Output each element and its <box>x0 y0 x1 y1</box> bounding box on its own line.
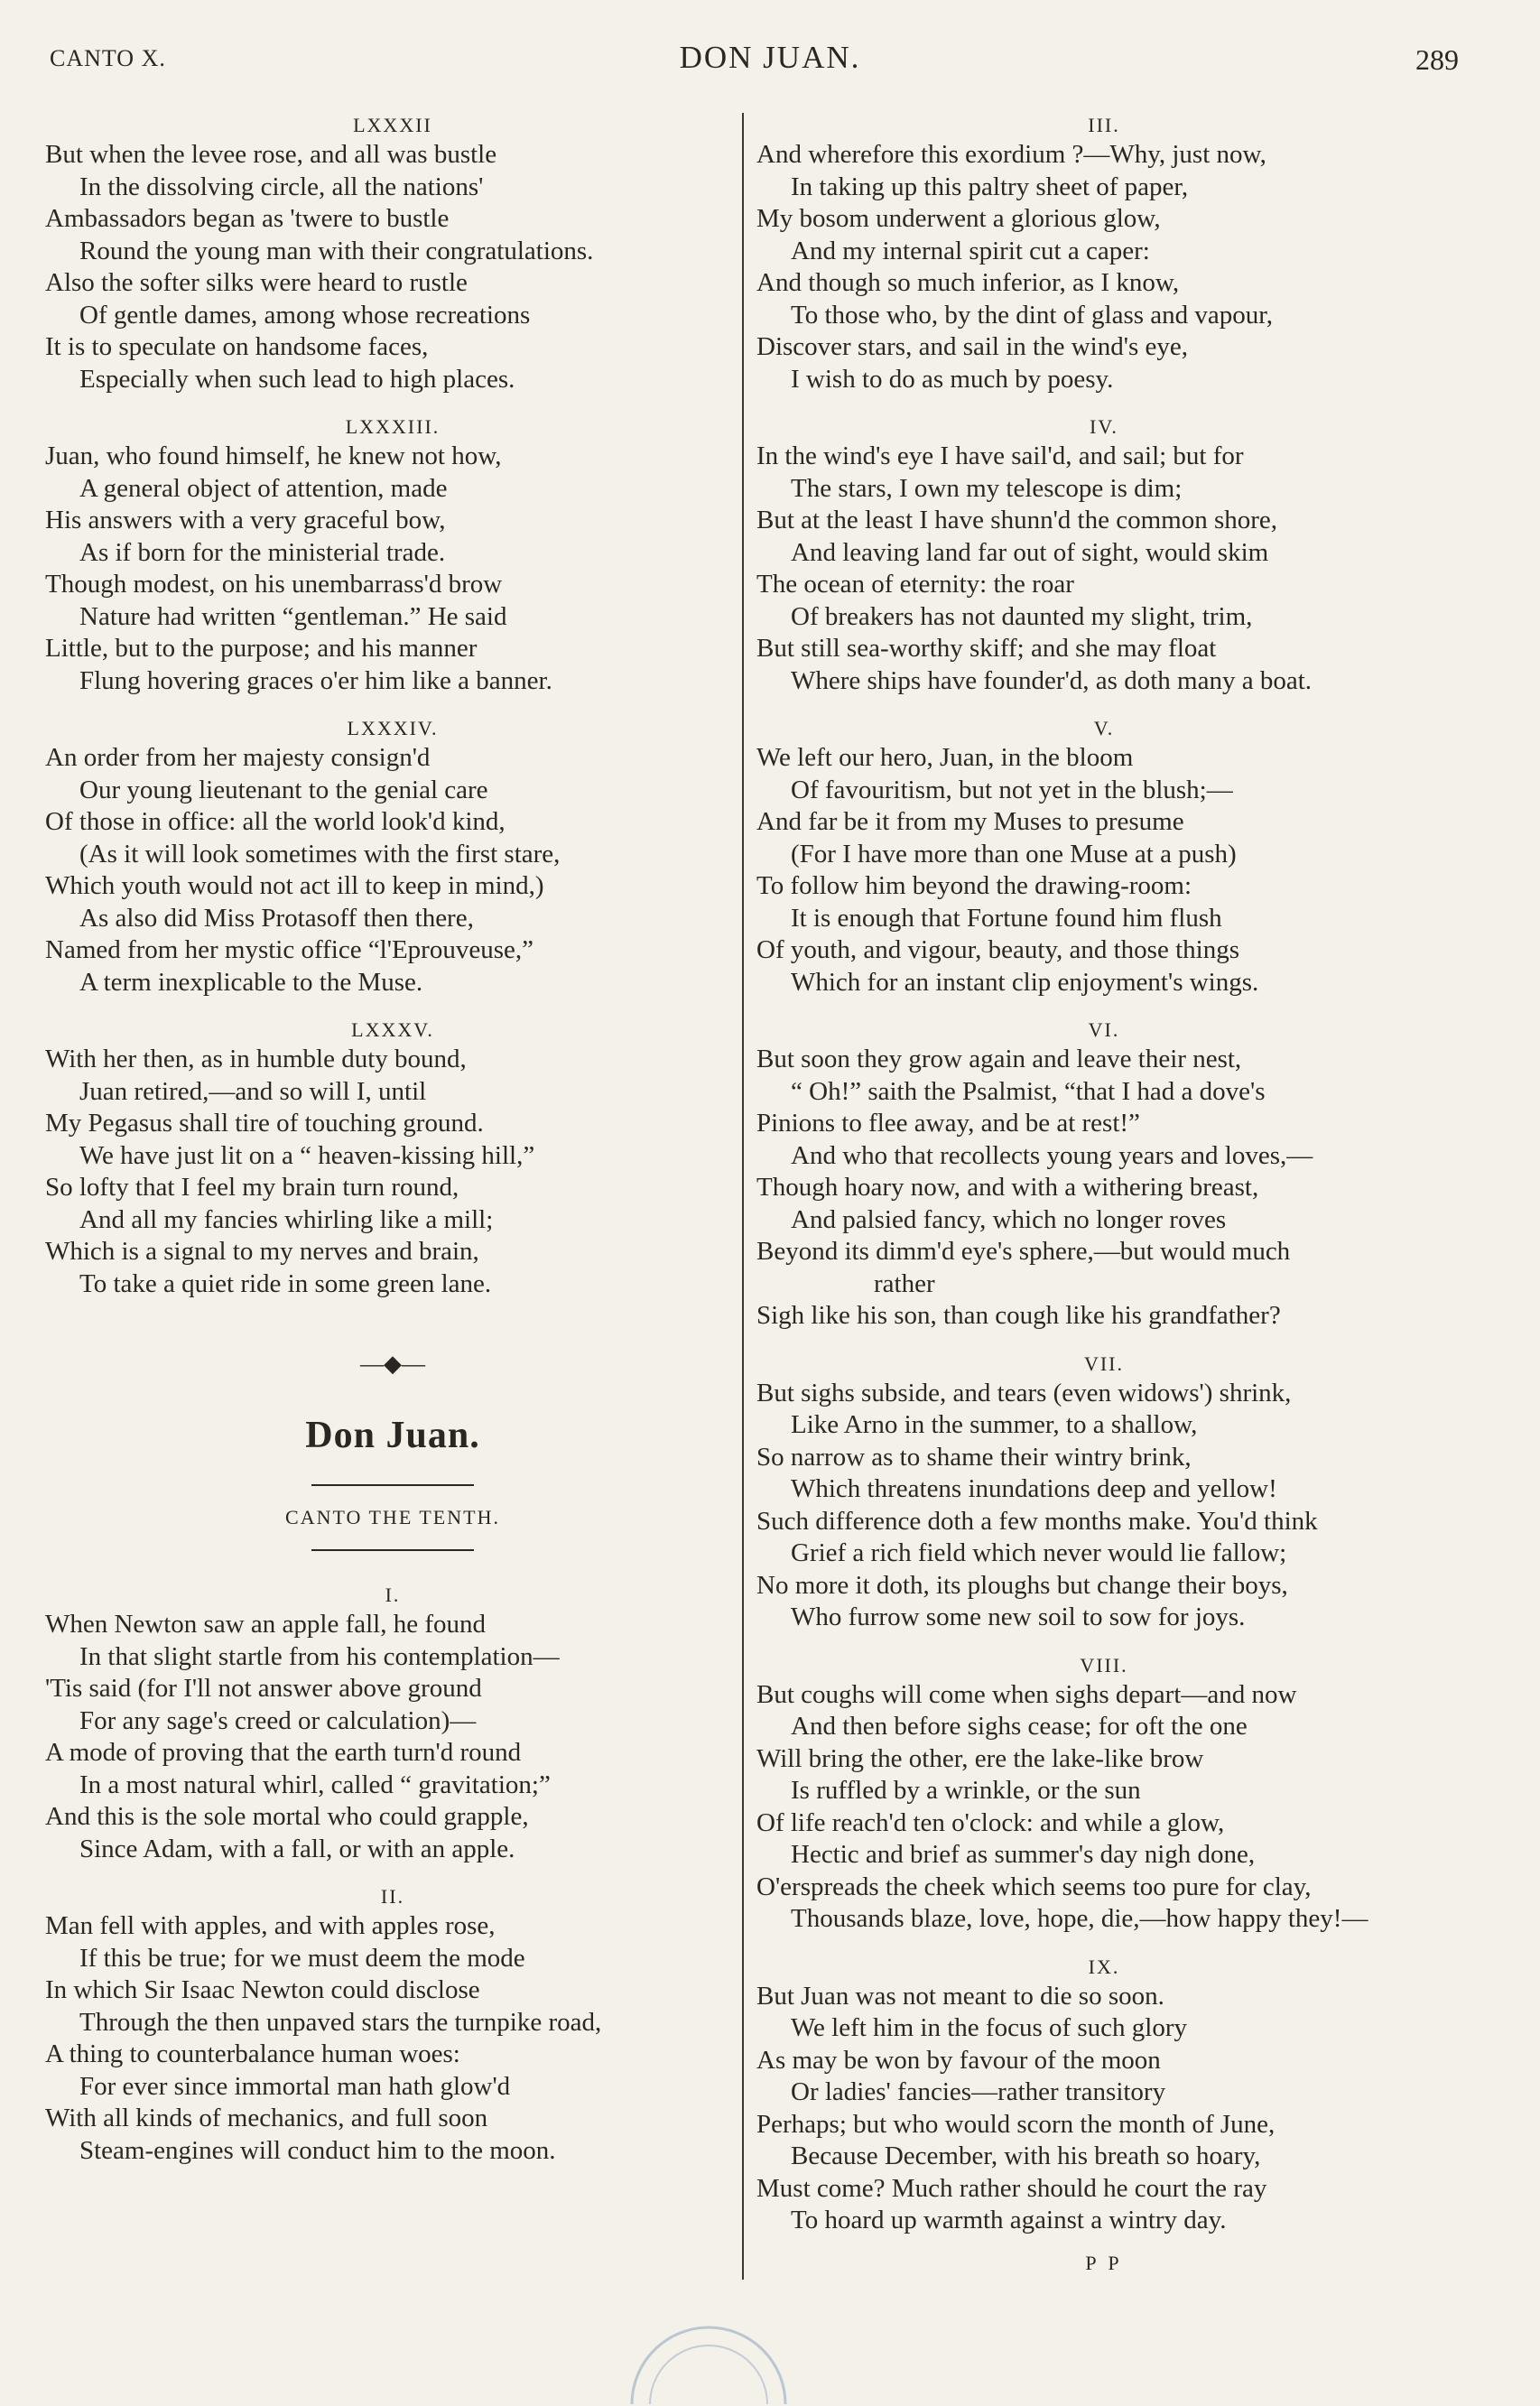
verse-line: So narrow as to shame their wintry brink, <box>756 1442 1192 1472</box>
verse-line: Since Adam, with a fall, or with an apple. <box>79 1834 515 1863</box>
verse-line: For ever since immortal man hath glow'd <box>79 2071 511 2101</box>
verse-line: And all my fancies whirling like a mill; <box>79 1204 494 1234</box>
verse-line: As if born for the ministerial trade. <box>79 537 446 567</box>
verse-line: But still sea-worthy skiff; and she may float <box>756 634 1217 663</box>
verse-line: Flung hovering graces o'er him like a banner. <box>79 665 552 695</box>
verse-line: Of breakers has not daunted my slight, trim, <box>791 601 1253 631</box>
verse-line: Pinions to flee away, and be at rest!” <box>756 1109 1140 1138</box>
signature-mark: P P <box>1085 2251 1123 2274</box>
stanza <box>756 410 1452 697</box>
verse-line: But soon they grow again and leave their nest, <box>756 1045 1242 1073</box>
verse-line: Of those in office: all the world look'd kind, <box>45 807 506 836</box>
verse-line: But sighs subside, and tears (even widows') shrink, <box>756 1378 1292 1407</box>
verse-line: A general object of attention, made <box>79 473 448 503</box>
stanza-number: III. <box>1088 114 1120 136</box>
stanza <box>45 711 740 999</box>
verse-line: Though modest, on his unembarrass'd brow <box>45 570 503 599</box>
verse-line: To those who, by the dint of glass and vapour, <box>791 300 1274 330</box>
verse-line: Though hoary now, and with a withering breast, <box>756 1173 1259 1202</box>
stanza-number: LXXXV. <box>351 1018 434 1041</box>
verse-line: With all kinds of mechanics, and full soon <box>45 2104 488 2132</box>
stanza-number: LXXXII <box>353 114 432 136</box>
stanza <box>756 1347 1452 1634</box>
verse-line: Also the softer silks were heard to rustle <box>45 268 468 297</box>
verse-line: An order from her majesty consign'd <box>45 743 431 772</box>
verse-line: Nature had written “gentleman.” He said <box>79 601 507 631</box>
verse-line: In a most natural whirl, called “ gravitation;” <box>79 1770 551 1799</box>
verse-line: Especially when such lead to high places. <box>79 364 515 394</box>
right-stanzas <box>756 108 1452 2237</box>
stanza <box>45 410 740 697</box>
running-head-title: DON JUAN. <box>679 40 861 75</box>
verse-line: The ocean of eternity: the roar <box>756 570 1074 599</box>
verse-line: My Pegasus shall tire of touching ground. <box>45 1109 484 1138</box>
verse-line: Who furrow some new soil to sow for joys. <box>791 1602 1246 1631</box>
page-number: 289 <box>1415 43 1459 76</box>
verse-line: As also did Miss Protasoff then there, <box>79 903 474 933</box>
verse-line: Discover stars, and sail in the wind's eye, <box>756 332 1188 361</box>
verse-line: “ Oh!” saith the Psalmist, “that I had a dove's <box>791 1076 1266 1106</box>
left-stanzas-canto-x <box>45 1578 740 2167</box>
stanza-number: VI. <box>1088 1018 1120 1041</box>
verse-line: In the wind's eye I have sail'd, and sail; but for <box>756 441 1244 470</box>
verse-line: Beyond its dimm'd eye's sphere,—but would much <box>756 1237 1291 1266</box>
verse-line: To take a quiet ride in some green lane. <box>79 1268 492 1298</box>
stanza-number: I. <box>385 1584 401 1606</box>
verse-line: rather <box>874 1268 935 1298</box>
verse-line: Round the young man with their congratulations. <box>79 236 594 265</box>
running-head-canto: CANTO X. <box>50 45 166 71</box>
stanza-number: V. <box>1093 717 1115 739</box>
verse-line: 'Tis said (for I'll not answer above ground <box>45 1674 482 1703</box>
verse-line: Juan retired,—and so will I, until <box>79 1076 427 1106</box>
verse-line: Man fell with apples, and with apples rose, <box>45 1911 496 1940</box>
stanza <box>45 1880 740 2167</box>
verse-line: Must come? Much rather should he court the ray <box>756 2173 1267 2203</box>
stanza-number: VII. <box>1083 1352 1125 1375</box>
verse-line: Of gentle dames, among whose recreations <box>79 300 531 330</box>
verse-line: We left our hero, Juan, in the bloom <box>756 743 1134 772</box>
verse-line: His answers with a very graceful bow, <box>45 506 446 534</box>
verse-line: In which Sir Isaac Newton could disclose <box>45 1975 480 2004</box>
verse-line: A term inexplicable to the Muse. <box>79 967 423 997</box>
column-divider <box>742 113 744 2280</box>
verse-line: And though so much inferior, as I know, <box>756 268 1180 297</box>
verse-line: Grief a rich field which never would lie fallow; <box>791 1538 1287 1567</box>
verse-line: We left him in the focus of such glory <box>791 2013 1188 2042</box>
canto-heading: CANTO THE TENTH. <box>285 1506 500 1528</box>
page-header <box>0 0 1540 99</box>
verse-line: Hectic and brief as summer's day nigh done, <box>791 1840 1256 1869</box>
stanza-number: IX. <box>1088 1955 1120 1978</box>
verse-line: I wish to do as much by poesy. <box>791 364 1114 394</box>
verse-line: And palsied fancy, which no longer roves <box>791 1204 1227 1234</box>
verse-line: Juan, who found himself, he knew not how, <box>45 441 502 470</box>
verse-line: No more it doth, its ploughs but change their boys, <box>756 1570 1288 1600</box>
verse-line: Such difference doth a few months make. You'd think <box>756 1506 1318 1536</box>
verse-line: But coughs will come when sighs depart—and now <box>756 1679 1297 1709</box>
right-column <box>756 108 1452 2275</box>
verse-line: Of youth, and vigour, beauty, and those things <box>756 935 1239 964</box>
stanza <box>45 1013 740 1300</box>
verse-line: In that slight startle from his contemplation— <box>79 1641 560 1671</box>
verse-line: But at the least I have shunn'd the common shore, <box>756 506 1278 534</box>
verse-line: So lofty that I feel my brain turn round, <box>45 1173 459 1202</box>
verse-line: To hoard up warmth against a wintry day. <box>791 2206 1227 2234</box>
left-column <box>45 108 740 2181</box>
verse-line: Perhaps; but who would scorn the month of June, <box>756 2109 1276 2139</box>
verse-line: Is ruffled by a wrinkle, or the sun <box>791 1776 1141 1805</box>
verse-line: Sigh like his son, than cough like his grandfather? <box>756 1301 1281 1330</box>
verse-line: And wherefore this exordium ?—Why, just now, <box>756 140 1266 169</box>
verse-line: But Juan was not meant to die so soon. <box>756 1981 1164 2011</box>
stanza <box>756 1013 1452 1333</box>
verse-line: And leaving land far out of sight, would skim <box>791 537 1269 567</box>
verse-line: (As it will look sometimes with the first stare, <box>79 839 561 869</box>
verse-line: Because December, with his breath so hoary, <box>791 2141 1261 2170</box>
title-rule <box>311 1484 474 1486</box>
verse-line: O'erspreads the cheek which seems too pure for clay, <box>756 1872 1312 1901</box>
verse-line: It is enough that Fortune found him flush <box>791 903 1222 933</box>
verse-line: A mode of proving that the earth turn'd round <box>45 1738 522 1767</box>
verse-line: Which for an instant clip enjoyment's wings. <box>791 967 1259 997</box>
verse-line: When Newton saw an apple fall, he found <box>45 1610 487 1639</box>
poem-title: Don Juan. <box>305 1415 480 1456</box>
verse-line: And this is the sole mortal who could grapple, <box>45 1802 529 1831</box>
verse-line: In taking up this paltry sheet of paper, <box>791 172 1189 201</box>
verse-line: Through the then unpaved stars the turnpike road, <box>79 2007 602 2037</box>
verse-line: Named from her mystic office “l'Eprouveuse,” <box>45 935 533 964</box>
verse-line: It is to speculate on handsome faces, <box>45 332 429 361</box>
stanza <box>45 1578 740 1865</box>
left-stanzas <box>45 108 740 1300</box>
verse-line: Ambassadors began as 'twere to bustle <box>45 204 450 233</box>
stanza-number: II. <box>380 1885 405 1908</box>
verse-line: But when the levee rose, and all was bustle <box>45 140 497 169</box>
verse-line: Steam-engines will conduct him to the moon. <box>79 2135 556 2165</box>
verse-line: Will bring the other, ere the lake-like brow <box>756 1743 1204 1773</box>
stanza-number: LXXXIV. <box>347 717 439 739</box>
verse-line: And far be it from my Muses to presume <box>756 807 1184 836</box>
verse-line: A thing to counterbalance human woes: <box>45 2039 460 2068</box>
stanza-number: VIII. <box>1080 1653 1128 1677</box>
stanza <box>756 1649 1452 1936</box>
verse-line: Little, but to the purpose; and his manner <box>45 634 478 663</box>
verse-line: In the dissolving circle, all the nations' <box>79 172 484 201</box>
verse-line: For any sage's creed or calculation)— <box>79 1705 477 1735</box>
verse-line: With her then, as in humble duty bound, <box>45 1045 467 1073</box>
verse-line: Which is a signal to my nerves and brain, <box>45 1237 479 1266</box>
verse-line: Our young lieutenant to the genial care <box>79 775 488 804</box>
verse-line: As may be won by favour of the moon <box>756 2045 1161 2075</box>
stanza <box>756 108 1452 395</box>
verse-line: To follow him beyond the drawing-room: <box>756 871 1192 900</box>
stanza-number: IV. <box>1090 415 1118 438</box>
stanza-number: LXXXIII. <box>345 415 441 438</box>
verse-line: The stars, I own my telescope is dim; <box>791 473 1183 503</box>
verse-line: Which threatens inundations deep and yellow! <box>791 1474 1277 1503</box>
verse-line: My bosom underwent a glorious glow, <box>756 204 1161 233</box>
verse-line: And then before sighs cease; for oft the one <box>791 1712 1248 1741</box>
stanza <box>756 1950 1452 2237</box>
stanza <box>45 108 740 395</box>
verse-line: And my internal spirit cut a caper: <box>791 236 1150 265</box>
verse-line: Which youth would not act ill to keep in mind,) <box>45 871 544 900</box>
verse-line: We have just lit on a “ heaven-kissing hill,” <box>79 1140 535 1170</box>
verse-line: And who that recollects young years and loves,— <box>791 1140 1313 1170</box>
stanza <box>756 711 1452 999</box>
verse-line: Of favouritism, but not yet in the blush;— <box>791 775 1233 804</box>
verse-line: Like Arno in the summer, to a shallow, <box>791 1410 1198 1439</box>
verse-line: Where ships have founder'd, as doth many a boat. <box>791 665 1312 695</box>
verse-line: Thousands blaze, love, hope, die,—how happy they!— <box>791 1904 1368 1933</box>
library-stamp <box>623 2298 794 2406</box>
verse-line: If this be true; for we must deem the mode <box>79 1943 525 1973</box>
section-ornament: —◆— <box>360 1351 425 1377</box>
verse-line: (For I have more than one Muse at a push) <box>791 839 1237 869</box>
verse-line: Of life reach'd ten o'clock: and while a glow, <box>756 1807 1225 1837</box>
verse-line: Or ladies' fancies—rather transitory <box>791 2077 1166 2106</box>
